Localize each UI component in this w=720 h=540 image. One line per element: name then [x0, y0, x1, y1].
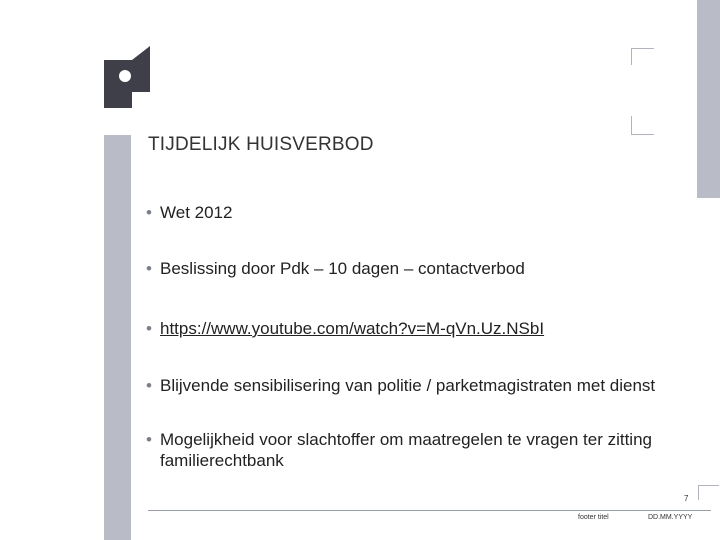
bullet-text: Mogelijkheid voor slachtoffer om maatregelen te vragen ter zitting familierechtbank — [160, 430, 652, 470]
corner-bracket-middle — [631, 116, 654, 135]
page-number: 7 — [684, 494, 689, 503]
logo-icon — [104, 46, 150, 108]
corner-bracket-bottom — [698, 485, 719, 500]
bullet-marker: • — [146, 259, 152, 278]
left-decor-bar — [104, 135, 131, 540]
bullet-text: Wet 2012 — [160, 203, 233, 222]
bullet-item — [146, 202, 676, 223]
bullet-item — [146, 375, 656, 396]
bullet-item — [146, 429, 661, 471]
bullet-marker: • — [146, 430, 152, 449]
right-decor-bar — [697, 0, 720, 198]
bullet-item — [146, 258, 676, 279]
slide-title: TIJDELIJK HUISVERBOD — [148, 134, 374, 155]
footer-date: DD.MM.YYYY — [648, 514, 693, 521]
bullet-text: Blijvende sensibilisering van politie / parketmagistraten met dienst — [160, 376, 656, 395]
bullet-text: Beslissing door Pdk – 10 dagen – contactverbod — [160, 259, 525, 278]
footer-title: footer titel — [578, 514, 609, 521]
bullet-item — [146, 318, 676, 339]
video-link[interactable]: https://www.youtube.com/watch?v=M-qVn.Uz.NSbI — [160, 319, 545, 338]
bullet-marker: • — [146, 319, 152, 338]
bullet-marker: • — [146, 203, 152, 222]
footer-divider — [148, 510, 711, 511]
corner-bracket-top — [631, 48, 654, 65]
bullet-marker: • — [146, 376, 152, 395]
